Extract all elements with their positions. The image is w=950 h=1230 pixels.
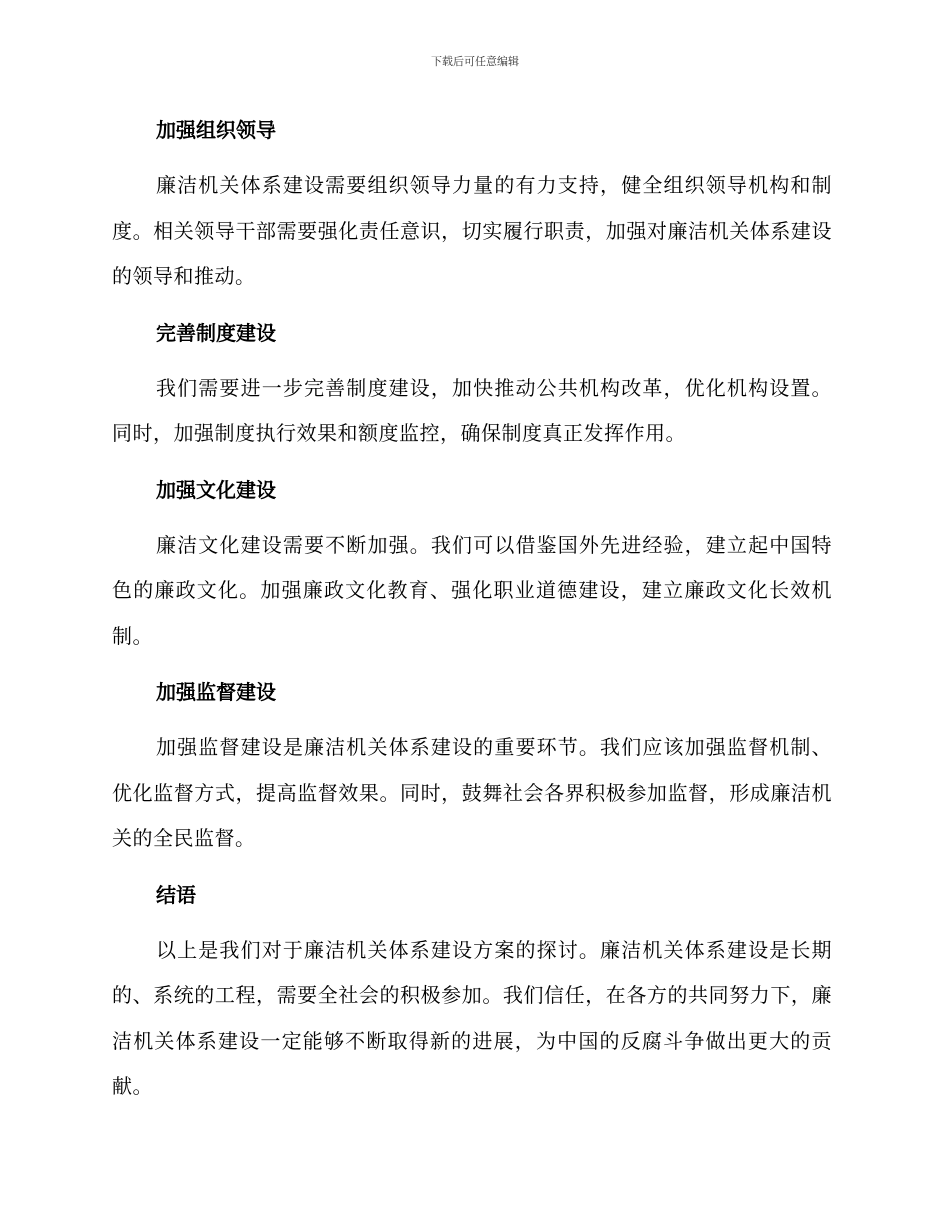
section-paragraph: 廉洁机关体系建设需要组织领导力量的有力支持，健全组织领导机构和制度。相关领导干部需要强化责任意识，切实履行职责，加强对廉洁机关体系建设的领导和推动。: [112, 173, 832, 288]
section-heading: 加强监督建设: [156, 680, 276, 704]
document-body: [112, 112, 832, 1110]
section-conclusion: [112, 877, 832, 1110]
section-culture-construction: [112, 472, 832, 675]
section-paragraph: 加强监督建设是廉洁机关体系建设的重要环节。我们应该加强监督机制、优化监督方式，提高监督效果。同时，鼓舞社会各界积极参加监督，形成廉洁机关的全民监督。: [112, 735, 832, 850]
section-paragraph: 以上是我们对于廉洁机关体系建设方案的探讨。廉洁机关体系建设是长期的、系统的工程，需要全社会的积极参加。我们信任，在各方的共同努力下，廉洁机关体系建设一定能够不断取得新的进展，为中国的反腐斗争做出更大的贡献。: [112, 937, 832, 1098]
section-paragraph: 我们需要进一步完善制度建设，加快推动公共机构改革，优化机构设置。同时，加强制度执行效果和额度监控，确保制度真正发挥作用。: [112, 375, 832, 445]
section-heading: 结语: [156, 882, 196, 907]
section-heading: 加强文化建设: [156, 477, 276, 502]
section-organization-leadership: [112, 112, 832, 315]
section-system-construction: [112, 315, 832, 472]
page-header: 下载后可任意编辑: [431, 55, 519, 68]
section-supervision-construction: [112, 674, 832, 877]
section-heading: 加强组织领导: [156, 118, 276, 142]
section-paragraph: 廉洁文化建设需要不断加强。我们可以借鉴国外先进经验，建立起中国特色的廉政文化。加强廉政文化教育、强化职业道德建设，建立廉政文化长效机制。: [112, 532, 832, 648]
section-heading: 完善制度建设: [156, 320, 276, 345]
